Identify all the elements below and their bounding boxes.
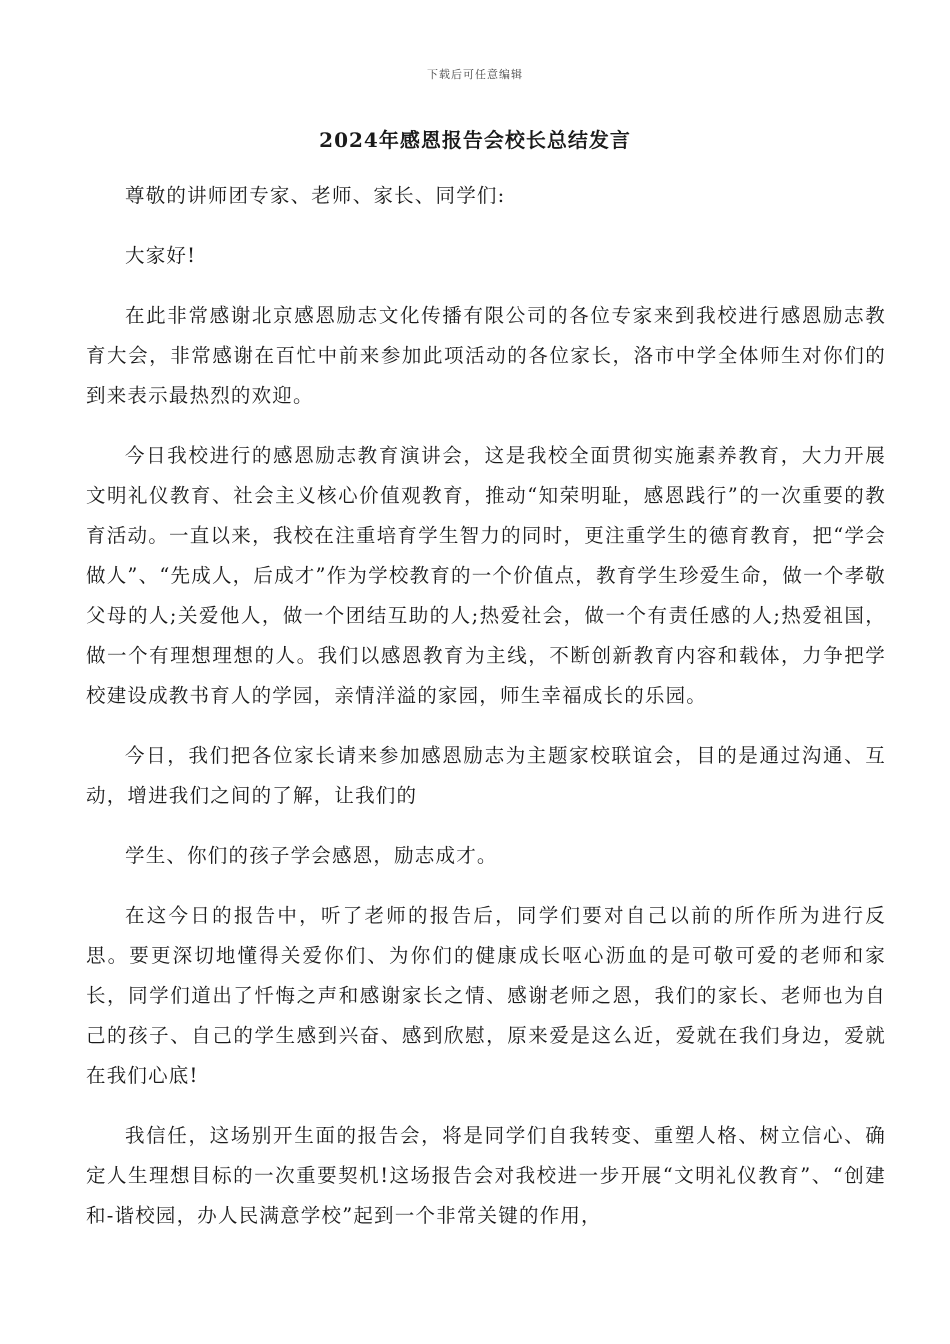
document-title: 2024年感恩报告会校长总结发言 [319,128,631,152]
paragraph-conclusion: 我信任，这场别开生面的报告会，将是同学们自我转变、重塑人格、树立信心、确定人生理想目标的一次重要契机!这场报告会对我校进一步开展“文明礼仪教育”、“创建和-谐校园，办人民满意学校”起到一个非常关键的作用， [86,1124,886,1227]
paragraph-salutation: 尊敬的讲师团专家、老师、家长、同学们: [125,184,506,207]
paragraph-greeting: 大家好! [125,244,197,267]
paragraph-reflection: 在这今日的报告中，听了老师的报告后，同学们要对自己以前的所作所为进行反思。要更深切地懂得关爱你们、为你们的健康成长呕心沥血的是可敬可爱的老师和家长，同学们道出了忏悔之声和感谢家长之情、感谢老师之恩，我们的家长、老师也为自己的孩子、自己的学生感到兴奋、感到欣慰，原来爱是这么近，爱就在我们身边，爱就在我们心底! [86,904,886,1087]
header-note: 下载后可任意编辑 [427,68,523,81]
paragraph-purpose-continued: 学生、你们的孩子学会感恩，励志成才。 [125,844,498,867]
paragraph-purpose: 今日，我们把各位家长请来参加感恩励志为主题家校联谊会，目的是通过沟通、互动，增进我们之间的了解，让我们的 [86,744,886,807]
paragraph-thanks: 在此非常感谢北京感恩励志文化传播有限公司的各位专家来到我校进行感恩励志教育大会，非常感谢在百忙中前来参加此项活动的各位家长，洛市中学全体师生对你们的到来表示最热烈的欢迎。 [86,304,886,407]
document-body [86,176,886,1256]
paragraph-education: 今日我校进行的感恩励志教育演讲会，这是我校全面贯彻实施素养教育，大力开展文明礼仪教育、社会主义核心价值观教育，推动“知荣明耻，感恩践行”的一次重要的教育活动。一直以来，我校在注重培育学生智力的同时，更注重学生的德育教育，把“学会做人”、“先成人，后成才”作为学校教育的一个价值点，教育学生珍爱生命，做一个孝敬父母的人;关爱他人，做一个团结互助的人;热爱社会，做一个有责任感的人;热爱祖国，做一个有理想理想的人。我们以感恩教育为主线，不断创新教育内容和载体，力争把学校建设成教书育人的学园，亲情洋溢的家园，师生幸福成长的乐园。 [86,444,886,707]
